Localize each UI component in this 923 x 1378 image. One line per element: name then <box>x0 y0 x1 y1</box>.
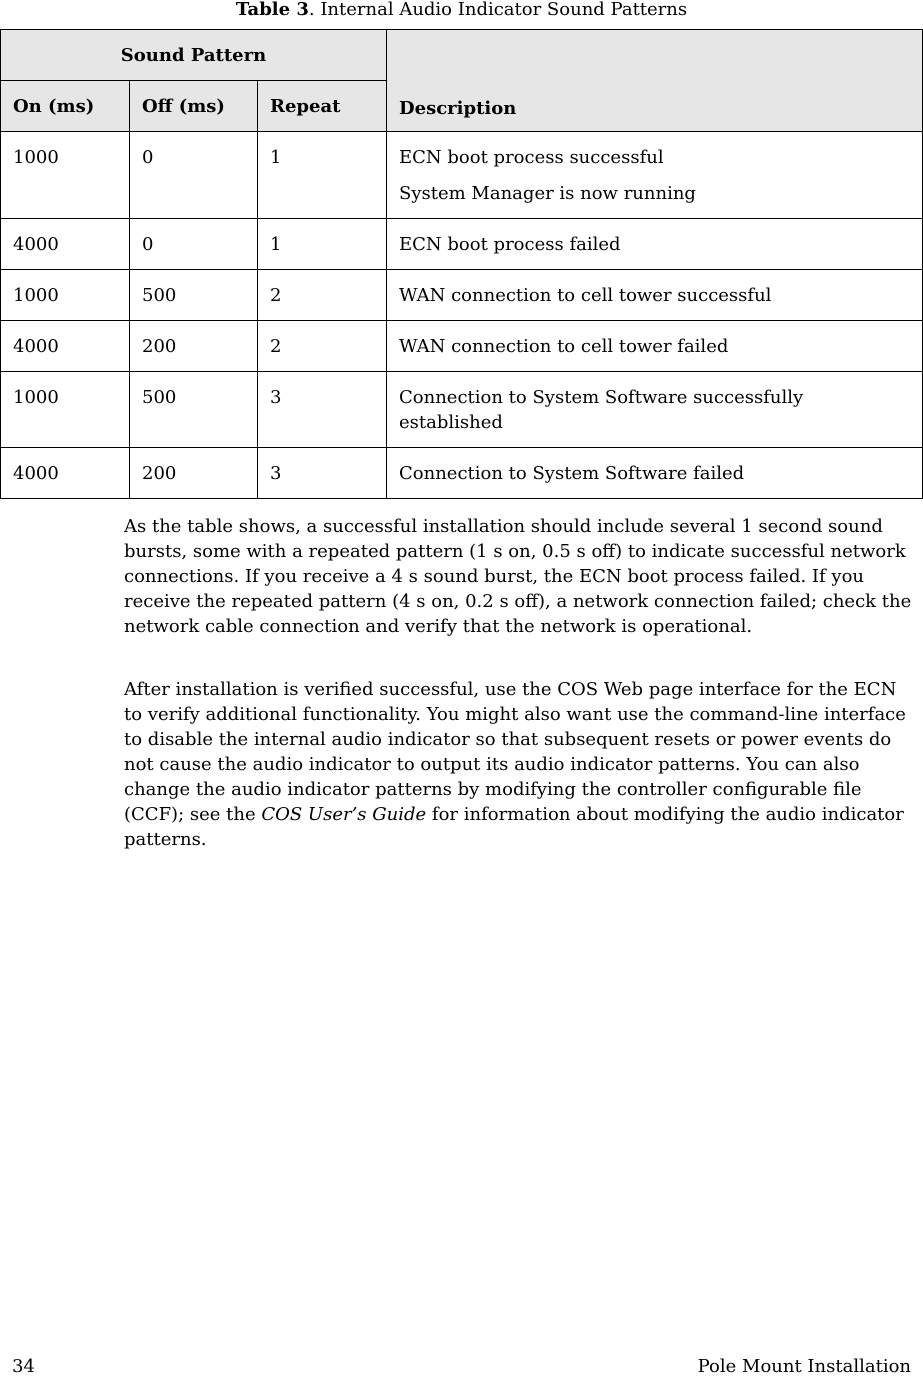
description-column-header: Description <box>387 30 923 132</box>
off-ms-cell: 200 <box>130 321 258 372</box>
paragraph-text-end: for information about modifying the audio indicator patterns. <box>124 804 904 850</box>
description-line: ECN boot process failed <box>399 234 621 255</box>
repeat-cell: 3 <box>258 372 387 448</box>
on-ms-cell: 1000 <box>1 132 130 219</box>
table-body <box>1 132 923 499</box>
description-line: WAN connection to cell tower successful <box>399 285 772 306</box>
repeat-cell: 2 <box>258 270 387 321</box>
repeat-cell: 1 <box>258 219 387 270</box>
repeat-column-header: Repeat <box>258 81 387 132</box>
on-ms-cell: 4000 <box>1 448 130 499</box>
table-caption <box>0 0 923 20</box>
on-ms-cell: 4000 <box>1 219 130 270</box>
off-ms-cell: 0 <box>130 219 258 270</box>
table-row <box>1 219 923 270</box>
description-cell <box>387 372 923 448</box>
description-cell <box>387 448 923 499</box>
description-line: Connection to System Software successfully established <box>399 387 804 433</box>
cos-users-guide-reference: COS User’s Guide <box>261 804 427 825</box>
description-cell <box>387 219 923 270</box>
table-row <box>1 448 923 499</box>
on-ms-column-header: On (ms) <box>1 81 130 132</box>
table-row <box>1 321 923 372</box>
on-ms-cell: 1000 <box>1 270 130 321</box>
paragraph-post-installation <box>124 677 914 852</box>
off-ms-column-header: Off (ms) <box>130 81 258 132</box>
page-number: 34 <box>12 1356 35 1377</box>
on-ms-cell: 1000 <box>1 372 130 448</box>
table-caption-label: Table 3 <box>235 0 309 20</box>
off-ms-cell: 500 <box>130 270 258 321</box>
off-ms-cell: 500 <box>130 372 258 448</box>
paragraph-text-start: After installation is verified successful, use the COS Web page interface for the ECN to verify additional functionality. You might also want use the command-line interface to disable the internal audio indicator so that subsequent resets or power events do not cause the audio indicator to output its audio indicator patterns. You can also change the audio indicator patterns by modifying the controller configurable file (CCF); see the <box>124 679 906 825</box>
table-row <box>1 132 923 219</box>
table-row <box>1 372 923 448</box>
description-line: System Manager is now running <box>399 183 696 204</box>
repeat-cell: 1 <box>258 132 387 219</box>
table-caption-text: . Internal Audio Indicator Sound Patterns <box>308 0 688 20</box>
footer-section-title: Pole Mount Installation <box>697 1356 911 1377</box>
sound-pattern-group-header: Sound Pattern <box>1 30 387 81</box>
table-row <box>1 270 923 321</box>
paragraph-table-summary: As the table shows, a successful installation should include several 1 second sound bursts, some with a repeated pattern (1 s on, 0.5 s off) to indicate successful network connections. If you receive a 4 s sound burst, the ECN boot process failed. If you receive the repeated pattern (4 s on, 0.2 s off), a network connection failed; check the network cable connection and verify that the network is operational. <box>124 516 912 637</box>
description-cell <box>387 132 923 219</box>
description-line: WAN connection to cell tower failed <box>399 336 729 357</box>
description-cell <box>387 270 923 321</box>
description-line: Connection to System Software failed <box>399 463 745 484</box>
description-line: ECN boot process successful <box>399 147 664 168</box>
off-ms-cell: 200 <box>130 448 258 499</box>
description-cell <box>387 321 923 372</box>
sound-pattern-table <box>0 29 923 499</box>
repeat-cell: 3 <box>258 448 387 499</box>
repeat-cell: 2 <box>258 321 387 372</box>
off-ms-cell: 0 <box>130 132 258 219</box>
on-ms-cell: 4000 <box>1 321 130 372</box>
